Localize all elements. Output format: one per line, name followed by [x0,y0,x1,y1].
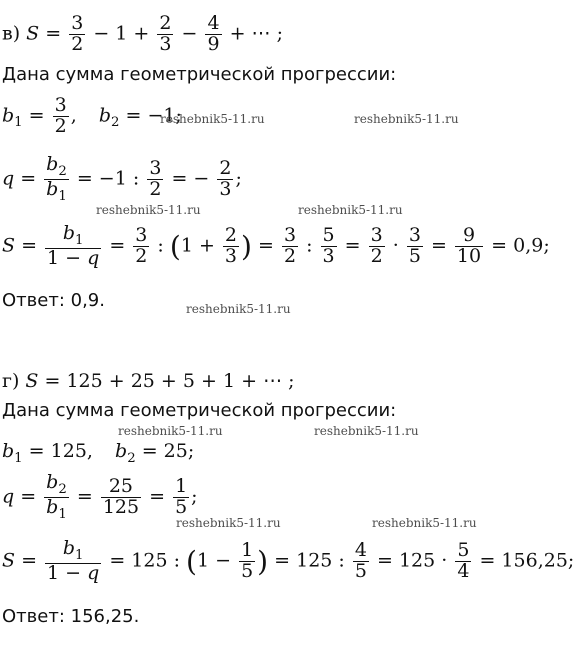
part-g-b1-b2: $b_1 = 125$, $b_2 = 25$; [2,440,195,466]
part-g-series: г) S = 125 + 25 + 5 + 1 + ⋯ ; [2,370,295,392]
part-g-statement: Дана сумма геометрической прогрессии: [2,400,397,421]
watermark: reshebnik5-11.ru [354,112,459,126]
part-g-answer-label: Ответ: [2,606,65,627]
part-g-ratio: q = $\frac{b_2}{b_1}$ = $\frac{25}{125}$ = $\frac{1}{5}$ ; [2,471,198,522]
watermark: reshebnik5-11.ru [176,516,281,530]
watermark: reshebnik5-11.ru [372,516,477,530]
part-v-statement: Дана сумма геометрической прогрессии: [2,64,397,85]
part-g-sum: S = $\frac{b_1}{1 - q}$ = 125 : (1 − $\frac{1}{5}$ ) = 125 : $\frac{4}{5}$ = 125 · $\frac{5}{4}$ = 156,25; [2,537,574,584]
watermark: reshebnik5-11.ru [118,424,223,438]
part-g-answer [2,606,139,627]
part-g-label: г) [2,370,20,392]
part-v-b1-b2: $b_1$ = $\frac{3}{2}$ , $b_2 = -1$; [2,94,182,137]
part-v-series: в) S = $\frac{3}{2}$ − 1 + $\frac{2}{3}$ − $\frac{4}{9}$ + ⋯ ; [2,12,284,55]
watermark: reshebnik5-11.ru [186,302,291,316]
watermark: reshebnik5-11.ru [314,424,419,438]
watermark: reshebnik5-11.ru [298,203,403,217]
watermark: reshebnik5-11.ru [160,112,265,126]
part-v-label: в) [2,22,21,45]
part-v-answer-label: Ответ: [2,290,65,311]
part-g-answer-value: 156,25. [70,606,140,627]
watermark: reshebnik5-11.ru [96,203,201,217]
part-v-ratio: q = $\frac{b_2}{b_1}$ = −1 : $\frac{3}{2}$ = − $\frac{2}{3}$ ; [2,153,242,204]
part-v-sum: S = $\frac{b_1}{1 - q}$ = $\frac{3}{2}$ : (1 + $\frac{2}{3}$ ) = $\frac{3}{2}$ : $\frac{5}{3}$ = $\frac{3}{2}$ · $\frac{3}{5}$ = $\frac{9}{10}$ = 0,9; [2,222,550,269]
part-v-answer [2,290,105,311]
part-v-answer-value: 0,9. [70,290,105,311]
